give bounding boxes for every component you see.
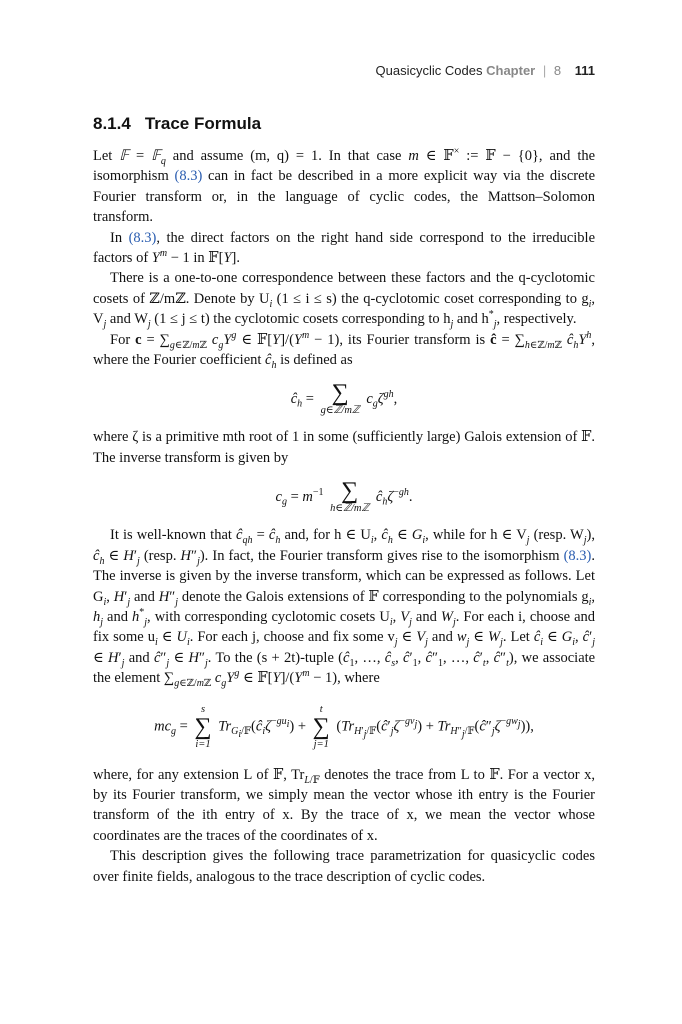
paragraph-4: For $c = \sum_{g\in ℤ/mℤ}$ $c_gY^g$ ∈ $𝔽[Y]/(Y^m - 1)$, its Fourier transform is ĉ = $\sum_{h\in ℤ/mℤ}$ $ĉ_hY^h$, where the Fourier coefficient $ĉ_h$ is defined as	[93, 329, 596, 371]
sum-symbol: s ∑ i=1	[194, 703, 212, 750]
fourier-equation: $ĉ_h$ = ∑ g∈ℤ/mℤ $c_g\zeta^{gh}$,	[290, 380, 398, 417]
running-head-title: Quasicyclic Codes	[375, 63, 483, 78]
paragraph-6: It is well-known that $ĉ_{qh}$ = $ĉ_h$ and, for h ∈ $U_i$, $ĉ_h$ ∈ $G_i$, while for h ∈ $V_j$ (resp. $W_j$), $ĉ_h$ ∈ $H'_j$ (resp. $H''_j$). In fact, the Fourier transform gives rise to the isomorphism (8.3). The inverse is given by the inverse transform, which can be expressed as follows. Let $G_i$, $H'_j$ and $H''_j$ denote the Galois extensions of 𝔽 corresponding to the polynomials $g_i$, $h_j$ and $h^*_j$, with corresponding cyclotomic cosets $U_i$, $V_j$ and $W_j$. For each i, choose and fix some $u_i$ ∈ $U_i$. For each j, choose and fix some $v_j$ ∈ $V_j$ and $w_j$ ∈ $W_j$. Let $ĉ_i$ ∈ $G_i$, $ĉ'_j$ ∈ $H'_j$ and $ĉ''_j$ ∈ $H''_j$. To the (s + 2t)-tuple ($ĉ_1$, …, $ĉ_s$, $ĉ'_1$, $ĉ''_1$, …, $ĉ'_t$, $ĉ''_t$), we associate the element $\sum_{g\in ℤ/mℤ}$ $c_gY^g$ ∈ $𝔽[Y]/(Y^m - 1)$, where	[93, 527, 596, 690]
paragraph-2: In (8.3), the direct factors on the right hand side correspond to the irreducible factors of $Y^m - 1$ in 𝔽[Y].	[93, 229, 596, 267]
section-title: Trace Formula	[144, 114, 262, 133]
running-head-separator: |	[542, 63, 547, 78]
eq-ref-link[interactable]: (8.3)	[563, 547, 592, 564]
trace-equation: $mc_g$ = s ∑ i=1 $Tr_{G_i/𝔽}(ĉ_i\zeta^{-gu_i})$ + t ∑ j=1 ($Tr_{H'_j/𝔽}(ĉ'_j\zeta^{-gv_j})$ + $Tr_{H''_j/𝔽}(ĉ''_j\zeta^{-gw_j})$),	[154, 703, 534, 750]
eq-ref-link[interactable]: (8.3)	[128, 229, 157, 246]
running-head-chapter-label: Chapter	[486, 63, 536, 78]
paragraph-8: This description gives the following trace parametrization for quasicyclic codes over finite fields, analogous to the trace description of cyclic codes.	[93, 848, 595, 885]
body-text	[93, 146, 595, 887]
sum-symbol: t ∑ j=1	[312, 703, 330, 750]
inverse-equation: $c_g = m^{-1}$ ∑ h∈ℤ/mℤ $ĉ_h\zeta^{-gh}$.	[275, 478, 413, 515]
sum-symbol: ∑ h∈ℤ/mℤ	[330, 478, 370, 515]
paragraph-3: There is a one-to-one correspondence between these factors and the q-cyclotomic cosets of ℤ/mℤ. Denote by $U_i$ (1 ≤ i ≤ s) the q-cyclotomic coset corresponding to $g_i$, $V_j$ and $W_j$ (1 ≤ j ≤ t) the cyclotomic cosets corresponding to $h_j$ and $h^*_j$, respectively.	[93, 270, 596, 331]
section-heading	[93, 114, 261, 134]
page-number: 111	[574, 63, 595, 78]
running-head	[376, 63, 595, 78]
paragraph-7: where, for any extension L of 𝔽, $Tr_{L/𝔽}$ denotes the trace from L to 𝔽. For a vector x, by its Fourier transform, we simply mean the vector whose ith entry is the Fourier transform of the ith entry of x. By the trace of x, we mean the vector whose coordinates are the traces of the coordinates of x.	[93, 766, 595, 844]
running-head-chapter-number: 8	[553, 63, 562, 78]
eq-ref-link[interactable]: (8.3)	[174, 168, 203, 185]
sum-symbol: ∑ g∈ℤ/mℤ	[320, 380, 360, 417]
section-number: 8.1.4	[93, 114, 131, 133]
paragraph-5: where ζ is a primitive mth root of 1 in some (sufficiently large) Galois extension of 𝔽. The inverse transform is given by	[93, 429, 595, 466]
paragraph-1: Let 𝔽 = 𝔽$_q$ and assume (m, q) = 1. In that case m ∈ 𝔽× := 𝔽 − {0}, and the isomorphism (8.3) can in fact be described in a more explicit way via the discrete Fourier transform or, in the language of cyclic codes, the Mattson–Solomon transform.	[93, 146, 596, 226]
